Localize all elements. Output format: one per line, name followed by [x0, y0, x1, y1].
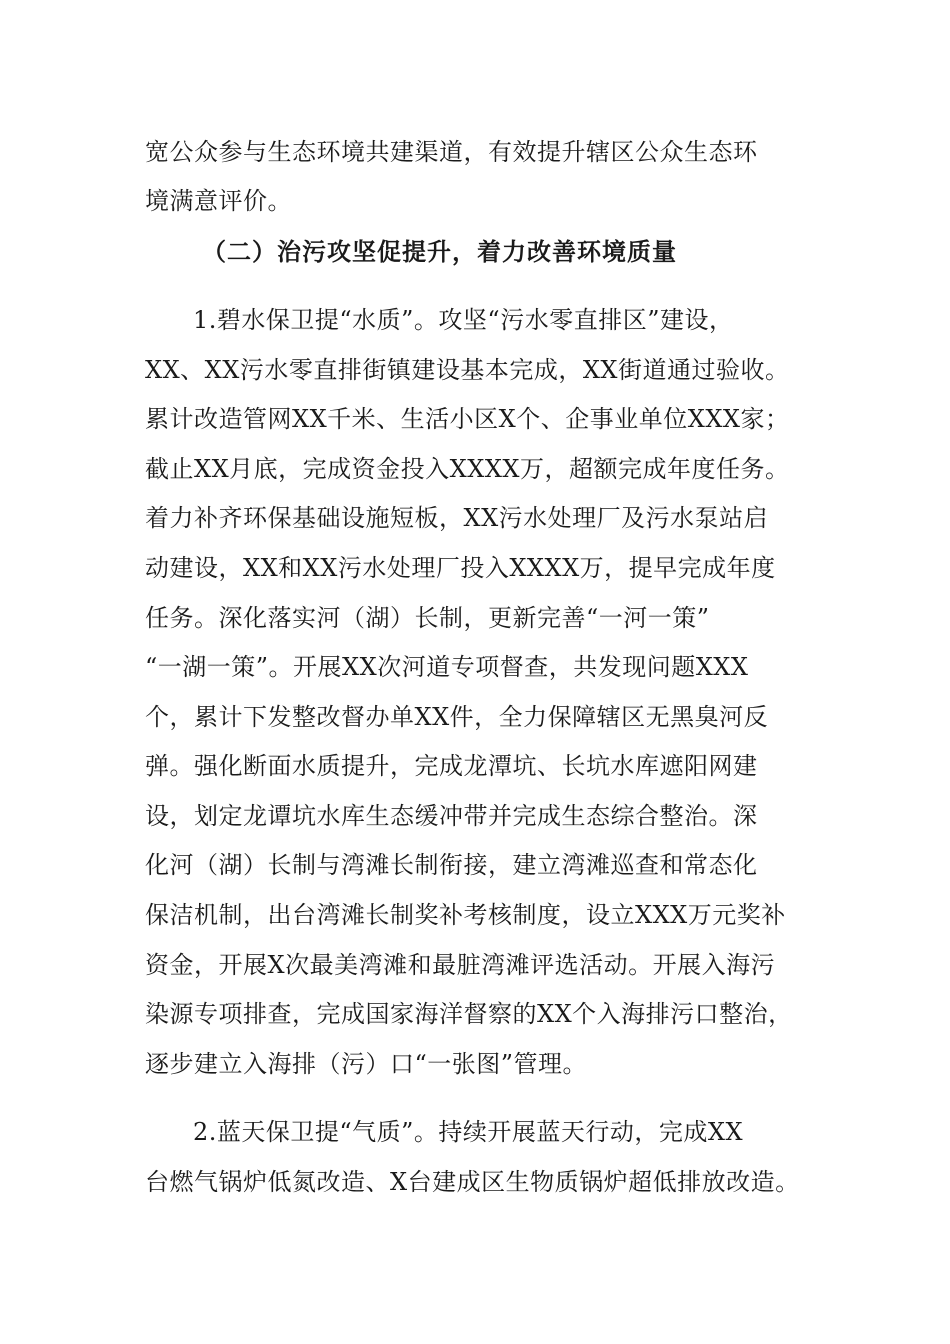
- paragraph-line: “一湖一策”。开展XX次河道专项督查，共发现问题XXX: [145, 653, 749, 681]
- paragraph-line: 着力补齐环保基础设施短板，XX污水处理厂及污水泵站启: [145, 504, 769, 532]
- paragraph-line: 境满意评价。: [145, 187, 292, 215]
- paragraph-line: 个，累计下发整改督办单XX件，全力保障辖区无黑臭河反: [145, 703, 769, 731]
- paragraph-line: 化河（湖）长制与湾滩长制衔接，建立湾滩巡查和常态化: [145, 851, 758, 879]
- paragraph-line: 累计改造管网XX千米、生活小区X个、企事业单位XXX家；: [145, 405, 790, 433]
- paragraph-line: 任务。深化落实河（湖）长制，更新完善“一河一策”: [145, 604, 710, 632]
- paragraph-line: 逐步建立入海排（污）口“一张图”管理。: [145, 1050, 588, 1078]
- paragraph-line: 染源专项排查，完成国家海洋督察的XX个入海排污口整治，: [145, 1000, 793, 1028]
- paragraph-line: XX、XX污水零直排街镇建设基本完成，XX街道通过验收。: [145, 356, 790, 384]
- paragraph-line: 台燃气锅炉低氮改造、X台建成区生物质锅炉超低排放改造。: [145, 1168, 800, 1196]
- paragraph-line: 截止XX月底，完成资金投入XXXX万，超额完成年度任务。: [145, 455, 790, 483]
- paragraph-line: 2.蓝天保卫提“气质”。持续开展蓝天行动，完成XX: [193, 1118, 744, 1146]
- paragraph-line: 1.碧水保卫提“水质”。攻坚“污水零直排区”建设，: [193, 306, 734, 334]
- section-heading: （二）治污攻坚促提升，着力改善环境质量: [202, 238, 677, 266]
- paragraph-line: 保洁机制，出台湾滩长制奖补考核制度，设立XXX万元奖补: [145, 901, 786, 929]
- paragraph-line: 动建设，XX和XX污水处理厂投入XXXX万，提早完成年度: [145, 554, 776, 582]
- paragraph-line: 设，划定龙谭坑水库生态缓冲带并完成生态综合整治。深: [145, 802, 758, 830]
- paragraph-line: 资金，开展X次最美湾滩和最脏湾滩评选活动。开展入海污: [145, 951, 776, 979]
- paragraph-line: 宽公众参与生态环境共建渠道，有效提升辖区公众生态环: [145, 138, 758, 166]
- paragraph-line: 弹。强化断面水质提升，完成龙潭坑、长坑水库遮阳网建: [145, 752, 758, 780]
